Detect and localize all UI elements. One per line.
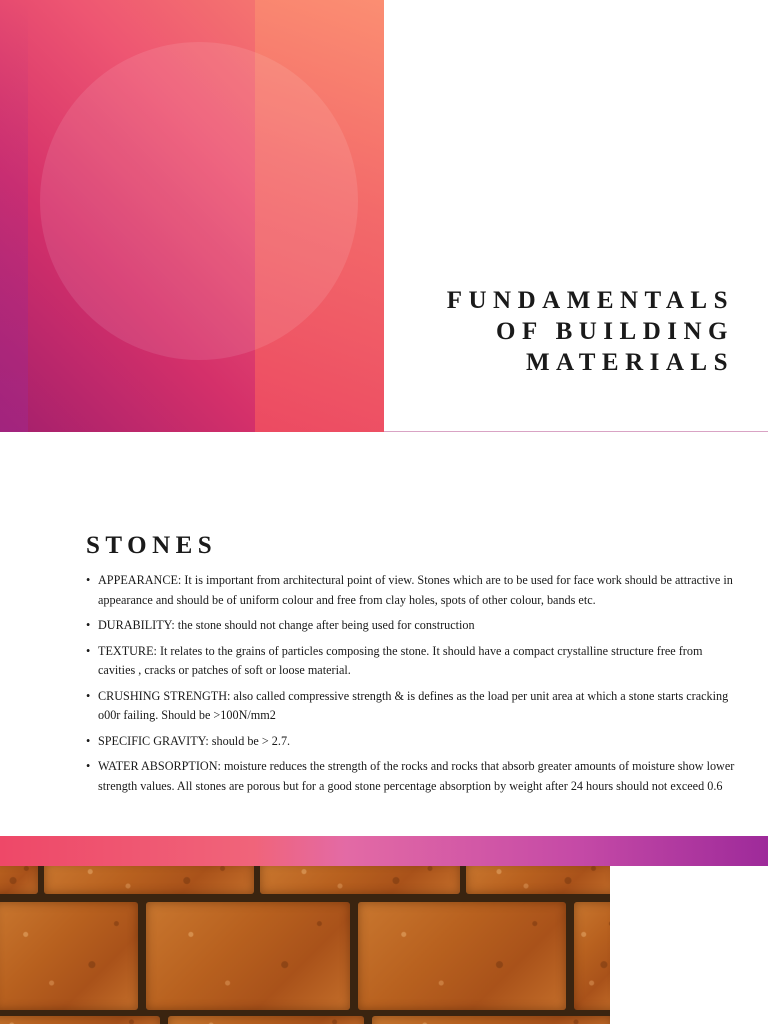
presentation-title xyxy=(374,285,734,378)
brick xyxy=(574,902,610,1010)
brick xyxy=(0,1016,160,1024)
bullet-specific-gravity xyxy=(86,732,736,752)
brick xyxy=(0,902,138,1010)
bullet-marker: • xyxy=(86,643,91,658)
bullet-text: CRUSHING STRENGTH: also called compressive strength & is defines as the load per unit area at which a stone starts cracking o00r failing. Should be >100N/mm2 xyxy=(98,688,729,722)
bullet-text: WATER ABSORPTION: moisture reduces the strength of the rocks and rocks that absorb greater amounts of moisture show lower strength values. All stones are porous but for a good stone percentage absorption by weight after 24 hours should not exceed 0.6 xyxy=(98,759,735,793)
bullet-appearance xyxy=(86,571,736,610)
bullet-text: DURABILITY: the stone should not change after being used for construction xyxy=(98,618,475,632)
bullet-text: SPECIFIC GRAVITY: should be > 2.7. xyxy=(98,733,291,748)
brick xyxy=(372,1016,610,1024)
brick xyxy=(466,866,610,894)
bullet-marker: • xyxy=(86,759,91,773)
decorative-circle xyxy=(40,42,358,360)
bullet-water-absorption xyxy=(86,757,736,796)
brick xyxy=(260,866,460,894)
brick xyxy=(146,902,350,1010)
bullet-list xyxy=(86,571,736,802)
title-slide xyxy=(0,0,768,432)
gradient-footer-band xyxy=(0,836,768,866)
bullet-durability xyxy=(86,616,736,636)
bullet-marker: • xyxy=(86,573,91,587)
bullet-marker: • xyxy=(86,733,91,748)
bullet-texture xyxy=(86,642,736,681)
brick xyxy=(0,866,38,894)
stones-slide xyxy=(0,432,768,836)
brick-slide xyxy=(0,866,768,1024)
bullet-crushing-strength xyxy=(86,687,736,726)
brick xyxy=(44,866,254,894)
slide-heading: STONES xyxy=(86,532,218,559)
brick-wall-image xyxy=(0,866,610,1024)
brick xyxy=(358,902,566,1010)
brick xyxy=(168,1016,364,1024)
gradient-edge xyxy=(0,0,28,432)
gradient-graphic xyxy=(0,0,384,432)
title-line-1: FUNDAMENTALS xyxy=(446,287,734,314)
title-line-2: OF BUILDING xyxy=(496,318,734,345)
title-line-3: MATERIALS xyxy=(525,349,734,376)
bullet-text: APPEARANCE: It is important from architectural point of view. Stones which are to be used for face work should be attractive in appearance and should be of uniform colour and free from clay holes, spots of other colour, bands etc. xyxy=(98,573,733,607)
bullet-marker: • xyxy=(86,688,91,703)
bullet-marker: • xyxy=(86,618,91,632)
bullet-text: TEXTURE: It relates to the grains of particles composing the stone. It should have a compact crystalline structure free from cavities , cracks or patches of soft or loose material. xyxy=(98,643,703,677)
